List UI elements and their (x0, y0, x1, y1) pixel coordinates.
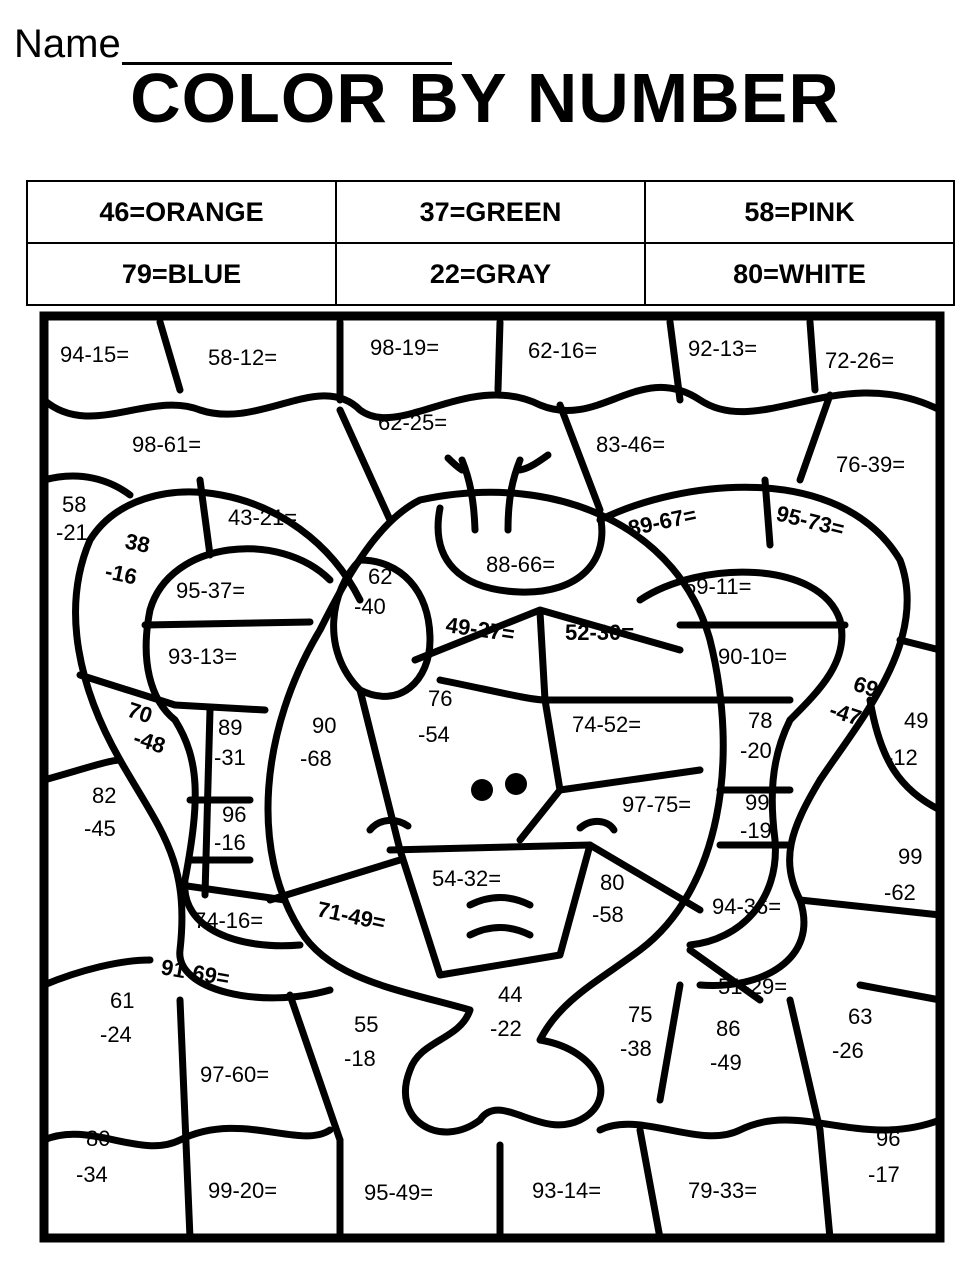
problem-label: 98-61= (132, 432, 202, 457)
problem-label: -22 (490, 1016, 522, 1041)
region-line[interactable] (290, 995, 340, 1140)
problem-label: 95-49= (364, 1180, 434, 1205)
key-green: 37=GREEN (336, 181, 645, 243)
problem-label: 69 (850, 670, 882, 703)
problem-label: 62-25= (378, 410, 448, 435)
problem-label: 99 (745, 790, 770, 815)
region-line[interactable] (438, 508, 602, 592)
problem-label: -34 (76, 1162, 108, 1187)
region-line[interactable] (640, 1130, 660, 1238)
problem-label: 62 (368, 564, 393, 589)
problem-label: -19 (740, 818, 772, 843)
left-eye[interactable] (471, 779, 493, 801)
problem-label: 70 (124, 696, 156, 729)
problem-label: -24 (100, 1022, 132, 1047)
region-line[interactable] (560, 405, 600, 510)
problem-label: 92-13= (688, 336, 758, 361)
region-line[interactable] (820, 1130, 830, 1238)
problem-label: -68 (300, 746, 332, 771)
problem-label: 76 (428, 686, 453, 711)
problem-label: -12 (886, 745, 918, 770)
problem-label: 99 (898, 844, 923, 869)
region-line[interactable] (180, 1000, 190, 1238)
problem-label: 74-16= (194, 908, 264, 933)
right-eye[interactable] (505, 773, 527, 795)
problem-label: 98-19= (370, 335, 440, 360)
problem-label: -26 (832, 1038, 864, 1063)
problem-label: -18 (344, 1046, 376, 1071)
problem-label: 86 (716, 1016, 741, 1041)
problem-label: 55 (354, 1012, 379, 1037)
problem-label: 75 (628, 1002, 653, 1027)
region-line[interactable] (800, 900, 940, 915)
problem-label: 97-75= (622, 792, 692, 817)
right-cheek[interactable] (580, 821, 614, 830)
key-orange: 46=ORANGE (27, 181, 336, 243)
problem-label: -49 (710, 1050, 742, 1075)
key-white: 80=WHITE (645, 243, 954, 305)
region-line[interactable] (810, 322, 815, 390)
problem-label: 97-60= (200, 1062, 270, 1087)
region-line[interactable] (790, 1000, 820, 1130)
problem-label: 51-29= (718, 974, 788, 999)
problem-label: 94-36= (712, 894, 782, 919)
problem-label: -16 (102, 558, 140, 590)
problem-label: 43-21= (228, 505, 298, 530)
problem-label: -31 (214, 745, 246, 770)
problem-label: -17 (868, 1162, 900, 1187)
problem-label: 83-46= (596, 432, 666, 457)
problem-label: 95-73= (773, 500, 847, 542)
problem-label: 79-33= (688, 1178, 758, 1203)
problem-label: -47 (826, 696, 865, 731)
problem-label: -40 (354, 594, 386, 619)
problem-label: 96 (876, 1126, 901, 1151)
region-line[interactable] (44, 760, 120, 780)
key-blue: 79=BLUE (27, 243, 336, 305)
key-gray: 22=GRAY (336, 243, 645, 305)
problem-label: 63 (848, 1004, 873, 1029)
problem-label: 49-27= (444, 612, 517, 647)
problem-label: 61 (110, 988, 135, 1013)
problem-label: 49 (904, 708, 929, 733)
region-line[interactable] (44, 960, 150, 985)
problem-label: -54 (418, 722, 450, 747)
region-line[interactable] (205, 710, 210, 895)
problem-label: 93-14= (532, 1178, 602, 1203)
problem-label: -16 (214, 830, 246, 855)
problem-label: 72-26= (825, 348, 895, 373)
problem-label: 76-39= (836, 452, 906, 477)
page-title: COLOR BY NUMBER (130, 59, 840, 137)
problem-label: 52-30= (565, 620, 635, 645)
problem-label: 44 (498, 982, 523, 1007)
trunk-line[interactable] (470, 928, 530, 936)
problem-label: 93-13= (168, 644, 238, 669)
region-line[interactable] (440, 680, 690, 700)
problem-label: 58 (62, 492, 87, 517)
region-line[interactable] (400, 845, 590, 975)
problem-label: 74-52= (572, 712, 642, 737)
problem-label: 71-49= (314, 896, 388, 936)
problem-label: 82 (92, 783, 117, 808)
left-cheek[interactable] (370, 820, 408, 830)
problem-label: -38 (620, 1036, 652, 1061)
region-line[interactable] (520, 612, 560, 840)
trunk-line[interactable] (470, 898, 530, 906)
problem-label: 62-16= (528, 338, 598, 363)
problem-label: -45 (84, 816, 116, 841)
problem-label: -58 (592, 902, 624, 927)
problem-label: 94-15= (60, 342, 130, 367)
problem-label: 38 (122, 528, 153, 558)
name-label: Name (14, 22, 121, 66)
region-line[interactable] (765, 480, 770, 545)
key-pink: 58=PINK (645, 181, 954, 243)
region-line[interactable] (900, 640, 940, 650)
region-line[interactable] (175, 705, 265, 710)
problem-label: 80 (600, 870, 625, 895)
region-line[interactable] (160, 322, 180, 390)
problem-label: 69-11= (684, 574, 752, 599)
problem-label: 78 (748, 708, 773, 733)
problem-label: -62 (884, 880, 916, 905)
problem-label: 91-69= (159, 954, 232, 991)
problem-label: 88-66= (486, 552, 556, 577)
problem-label: 58-12= (208, 345, 278, 370)
problem-label: 96 (222, 802, 247, 827)
problem-label: 90 (312, 713, 337, 738)
region-line[interactable] (270, 860, 400, 900)
region-line[interactable] (560, 770, 700, 790)
problem-label: 80 (86, 1126, 111, 1151)
problem-label: 99-20= (208, 1178, 278, 1203)
region-line[interactable] (660, 985, 680, 1100)
region-line[interactable] (860, 985, 940, 1000)
problem-label: -20 (740, 738, 772, 763)
problem-label: -21 (56, 520, 88, 545)
region-line[interactable] (800, 395, 830, 480)
problem-label: 89 (218, 715, 243, 740)
region-line[interactable] (145, 622, 310, 625)
problem-label: 89-67= (625, 502, 699, 541)
problem-label: 95-37= (176, 578, 246, 603)
problem-label: 54-32= (432, 866, 502, 891)
region-line[interactable] (44, 476, 130, 495)
region-line[interactable] (498, 322, 500, 390)
region-line[interactable] (520, 455, 548, 470)
problem-label: -48 (130, 724, 169, 759)
problem-label: 90-10= (718, 644, 788, 669)
